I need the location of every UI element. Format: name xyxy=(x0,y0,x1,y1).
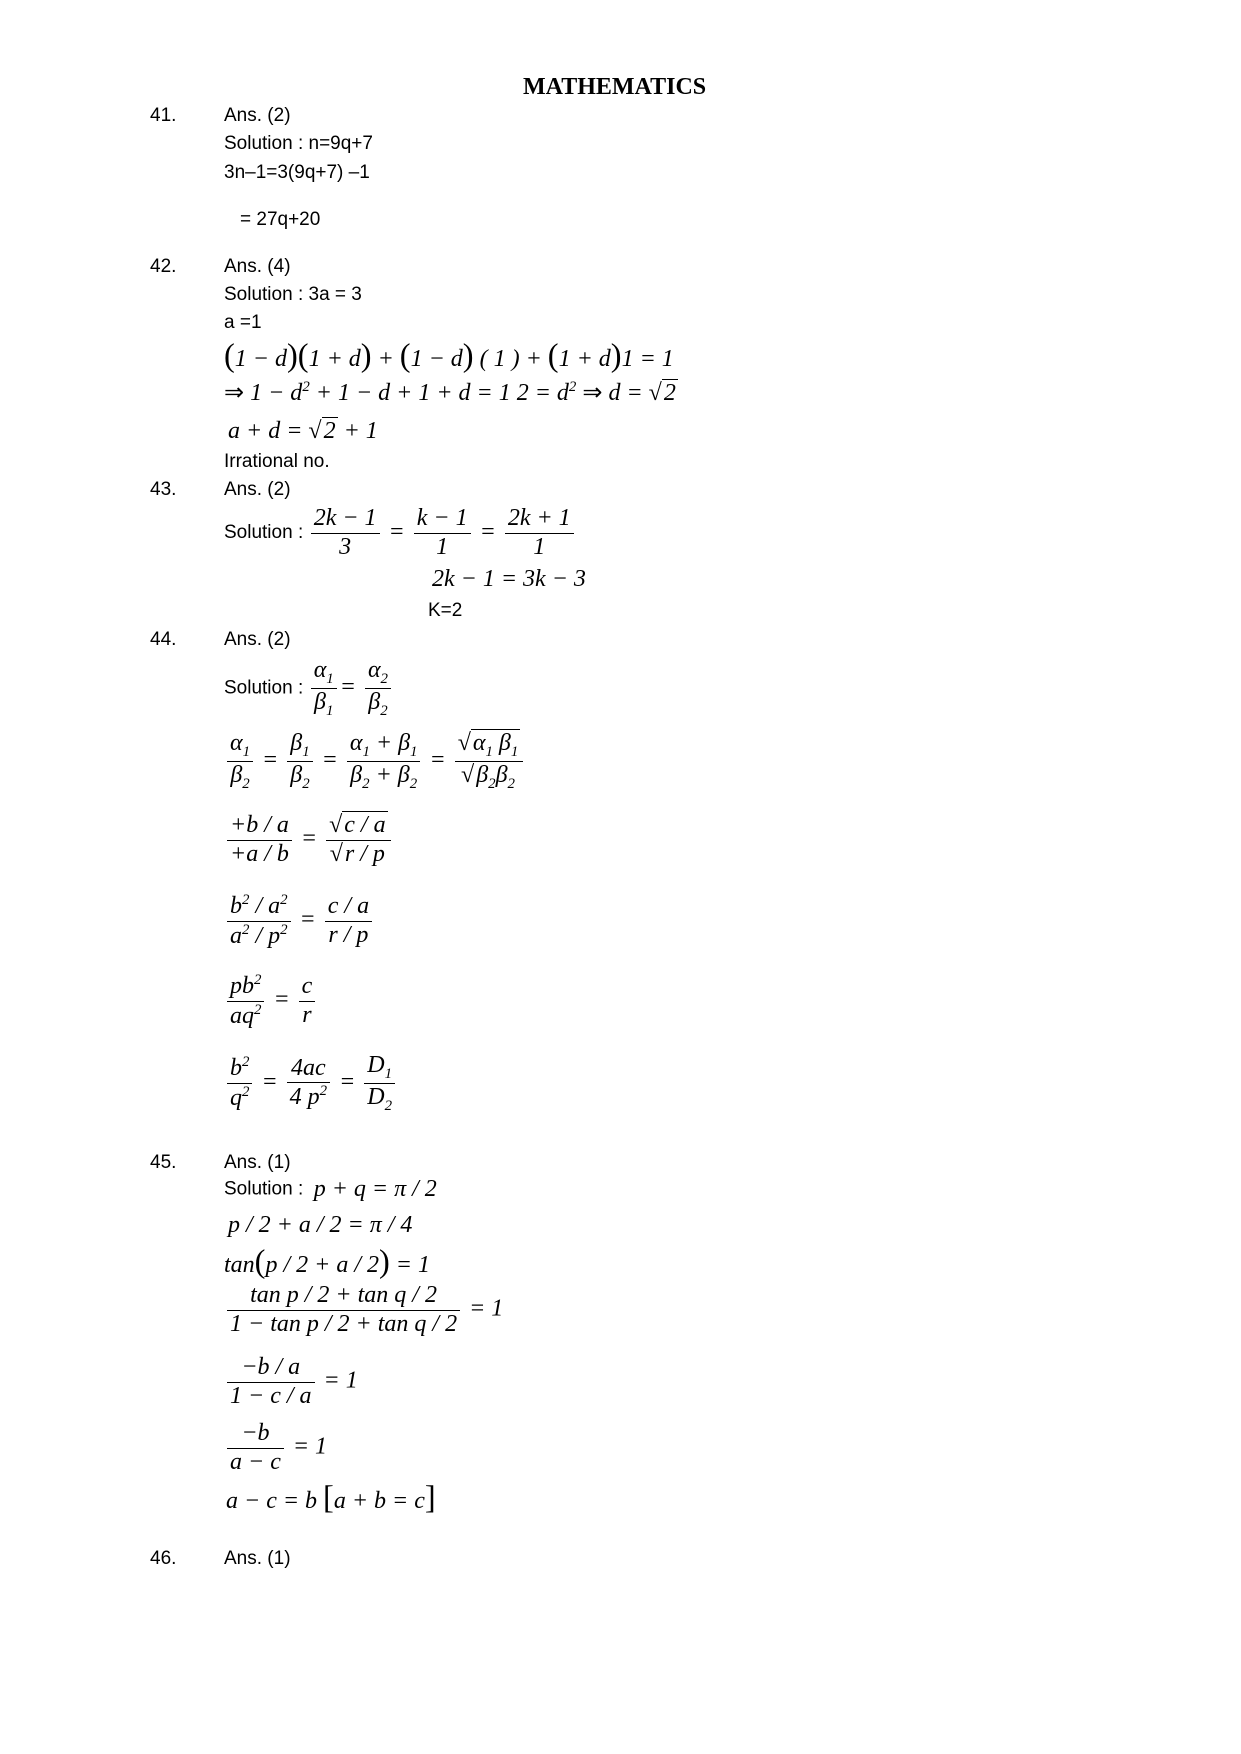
answer-45: Ans. (1) xyxy=(224,1152,291,1173)
equation-44-6: $\frac{b^2}{q^2}$ = $\frac{4ac}{4 p^2}$ = $\frac{D_1}{D_2}$ xyxy=(224,1052,398,1115)
solution-43-result: K=2 xyxy=(428,600,463,621)
equation-44-1: Solution : $\frac{\alpha_1}{\beta_1}$ = $\frac{\alpha_2}{\beta_2}$ xyxy=(224,657,394,720)
question-number-41: 41. xyxy=(150,105,177,126)
equation-44-3: $\frac{+b / a}{+a / b}$ = $\frac{√c / a}{√r / p}$ xyxy=(224,812,394,868)
solution-41-line-3: = 27q+20 xyxy=(240,209,321,230)
equation-45-3: tan(p / 2 + a / 2) = 1 xyxy=(224,1244,430,1280)
page-title: MATHEMATICS xyxy=(523,74,707,100)
equation-43-2: 2k − 1 = 3k − 3 xyxy=(432,566,586,592)
equation-45-5: $\frac{-b / a}{1 - c / a}$ = 1 xyxy=(224,1354,358,1410)
solution-41-line-1: Solution : n=9q+7 xyxy=(224,133,373,154)
solution-41-line-2: 3n–1=3(9q+7) –1 xyxy=(224,162,370,183)
solution-label-44: Solution : xyxy=(224,677,304,699)
question-number-43: 43. xyxy=(150,479,177,500)
equation-44-2: $\frac{\alpha_1}{\beta_2}$ = $\frac{\beta_1}{\beta_2}$ = $\frac{\alpha_1 + \beta_1}{\beta_2 + \beta_2}$ = $\frac{√\alpha_1 \beta_1}{√\beta_2\beta_2}$ xyxy=(224,730,526,793)
equation-44-5: $\frac{pb^2}{aq^2}$ = $\frac{c}{r}$ xyxy=(224,972,318,1030)
equation-45-4: $\frac{\text{tan p / 2 + tan q / 2}}{\text{1 − tan p / 2 + tan q / 2}}$ = 1 xyxy=(224,1282,503,1338)
answer-41: Ans. (2) xyxy=(224,105,291,126)
question-number-46: 46. xyxy=(150,1548,177,1569)
question-number-44: 44. xyxy=(150,629,177,650)
solution-42-line-1: Solution : 3a = 3 xyxy=(224,284,362,305)
equation-44-4: $\frac{b^2 / a^2}{a^2 / p^2}$ = $\frac{c / a}{r / p}$ xyxy=(224,892,375,950)
answer-46: Ans. (1) xyxy=(224,1548,291,1569)
equation-42-1: (1 − d)(1 + d) + (1 − d) ( 1 ) + (1 + d)1 = 1 xyxy=(224,338,674,374)
equation-45-6: $\frac{-b}{a - c}$ = 1 xyxy=(224,1420,327,1476)
solution-42-conclusion: Irrational no. xyxy=(224,451,330,472)
equation-45-1: Solution : p + q = π / 2 xyxy=(224,1176,437,1202)
solution-42-line-2: a =1 xyxy=(224,312,262,333)
answer-44: Ans. (2) xyxy=(224,629,291,650)
answer-43: Ans. (2) xyxy=(224,479,291,500)
equation-43-1: Solution : $\frac{2k - 1}{3}$ = $\frac{k - 1}{1}$ = $\frac{2k + 1}{1}$ xyxy=(224,505,577,561)
equation-45-2: p / 2 + a / 2 = π / 4 xyxy=(228,1212,413,1238)
equation-42-2: ⇒ $1 - d^2 + 1 - d + 1 + d = 1$ $2 = d^2$ ⇒ d = √2 xyxy=(224,379,676,406)
equation-42-3: a + d = √2 + 1 xyxy=(228,418,378,444)
solution-label-43: Solution : xyxy=(224,522,304,544)
question-number-42: 42. xyxy=(150,256,177,277)
question-number-45: 45. xyxy=(150,1152,177,1173)
solution-label-45: Solution : xyxy=(224,1178,304,1200)
equation-45-7: a − c = b [a + b = c] xyxy=(226,1480,436,1516)
answer-42: Ans. (4) xyxy=(224,256,291,277)
